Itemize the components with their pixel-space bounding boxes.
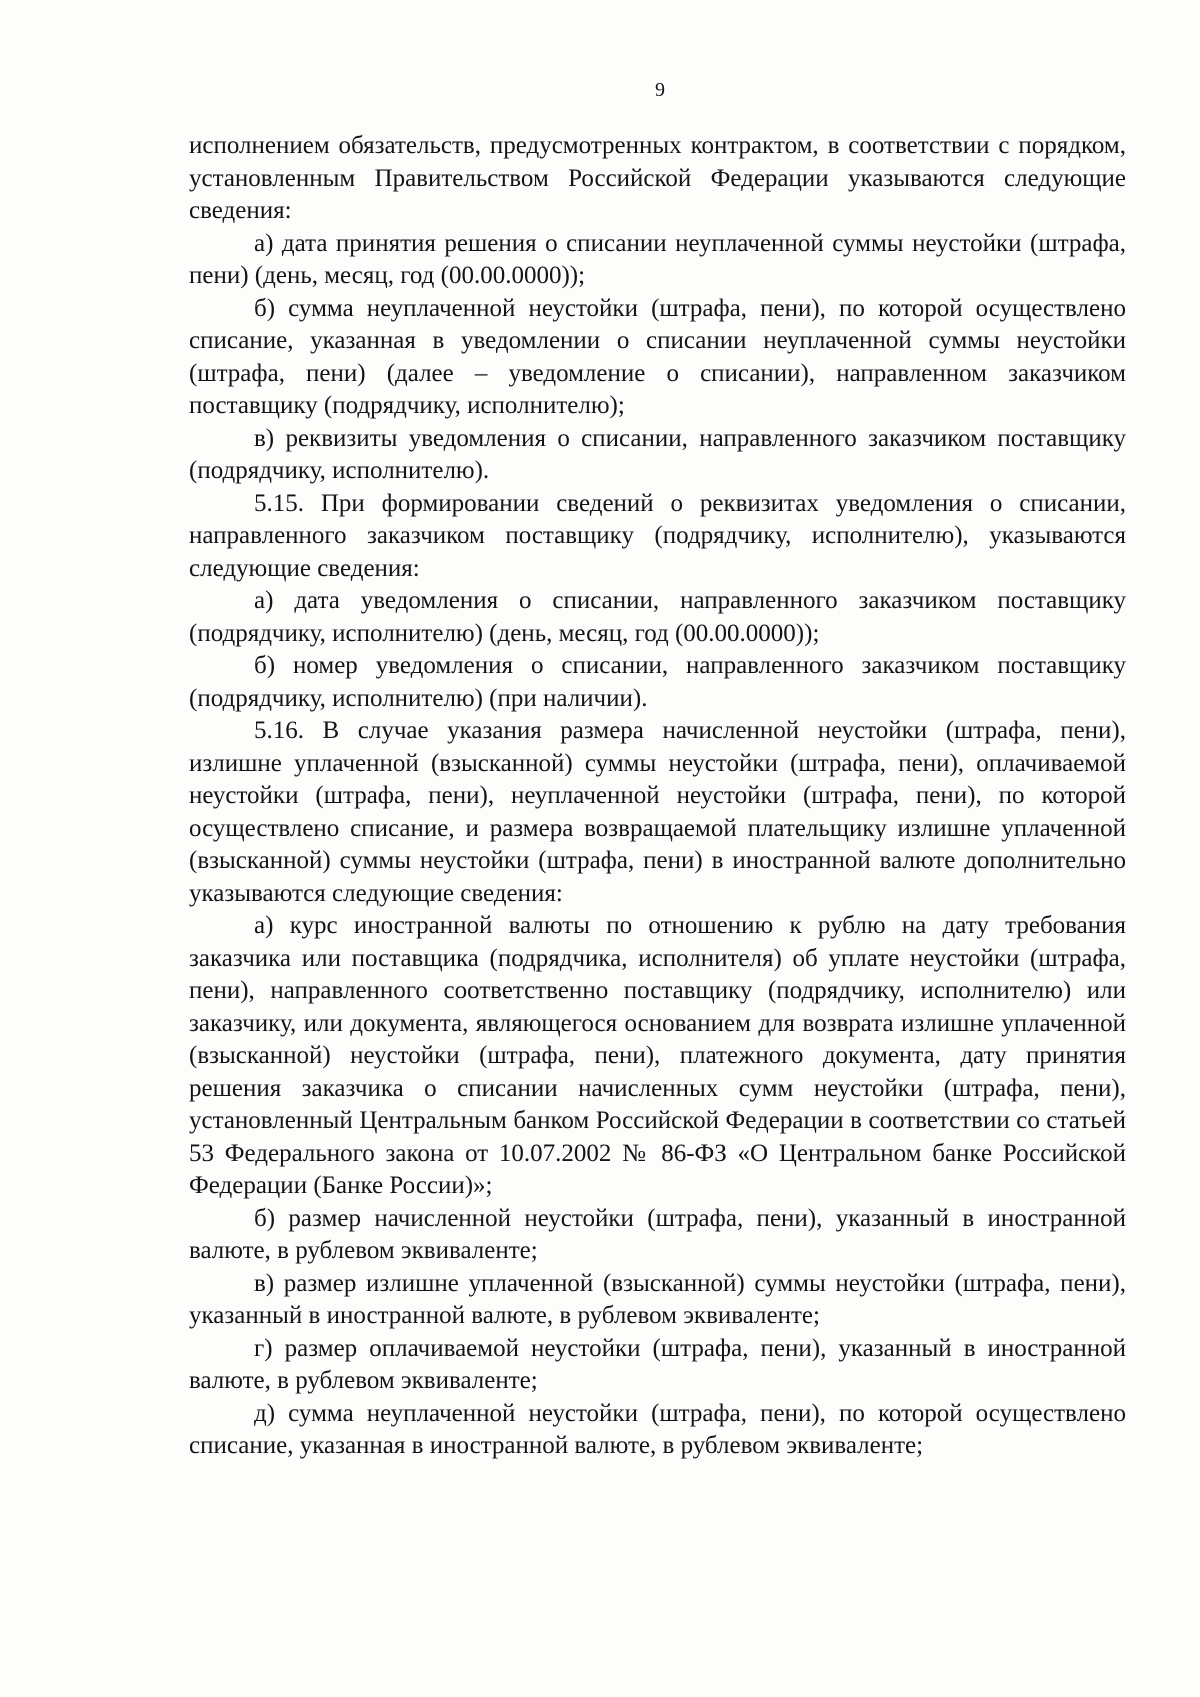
paragraph: исполнением обязательств, предусмотренных контрактом, в соответствии с порядком, установленным Правительством Российской Федерации указываются следующие сведения: — [189, 132, 1126, 224]
list-item-a: а) дата уведомления о списании, направленного заказчиком поставщику (подрядчику, исполнителю) (день, месяц, год (00.00.0000)); — [189, 587, 1126, 647]
clause-5-16: 5.16. В случае указания размера начисленной неустойки (штрафа, пени), излишне уплаченной (взысканной) суммы неустойки (штрафа, пени), оплачиваемой неустойки (штрафа, пени), неуплаченной неустойки (штрафа, пени), по которой осуществлено списание, и размера возвращаемой плательщику излишне уплаченной (взысканной) суммы неустойки (штрафа, пени) в иностранной валюте дополнительно указываются следующие сведения: — [189, 717, 1126, 907]
list-item-v: в) размер излишне уплаченной (взысканной) суммы неустойки (штрафа, пени), указанный в иностранной валюте, в рублевом эквиваленте; — [189, 1269, 1126, 1329]
clause-5-15: 5.15. При формировании сведений о реквизитах уведомления о списании, направленного заказчиком поставщику (подрядчику, исполнителю), указываются следующие сведения: — [189, 489, 1126, 582]
list-item-d: д) сумма неуплаченной неустойки (штрафа, пени), по которой осуществлено списание, указанная в иностранной валюте, в рублевом эквиваленте; — [189, 1399, 1126, 1459]
list-item-b: б) сумма неуплаченной неустойки (штрафа, пени), по которой осуществлено списание, указанная в уведомлении о списании неуплаченной суммы неустойки (штрафа, пени) (далее – уведомление о списании), направленном заказчиком поставщику (подрядчику, исполнителю); — [189, 294, 1126, 419]
list-item-v: в) реквизиты уведомления о списании, направленного заказчиком поставщику (подрядчику, исполнителю). — [189, 424, 1126, 484]
document-body — [189, 130, 1126, 1463]
page-number: 9 — [655, 79, 665, 101]
list-item-a: а) курс иностранной валюты по отношению к рублю на дату требования заказчика или поставщика (подрядчика, исполнителя) об уплате неустойки (штрафа, пени), направленного соответственно поставщику (подрядчику, исполнителю) или заказчику, или документа, являющегося основанием для возврата излишне уплаченной (взысканной) неустойки (штрафа, пени), платежного документа, дату принятия решения заказчика о списании начисленных сумм неустойки (штрафа, пени), установленный Центральным банком Российской Федерации в соответствии со статьей 53 Федерального закона от 10.07.2002 № 86-ФЗ «О Центральном банке Российской Федерации (Банке России)»; — [189, 912, 1126, 1199]
list-item-g: г) размер оплачиваемой неустойки (штрафа, пени), указанный в иностранной валюте, в рублевом эквиваленте; — [189, 1334, 1126, 1394]
list-item-a: а) дата принятия решения о списании неуплаченной суммы неустойки (штрафа, пени) (день, месяц, год (00.00.0000)); — [189, 229, 1126, 289]
list-item-b: б) размер начисленной неустойки (штрафа, пени), указанный в иностранной валюте, в рублевом эквиваленте; — [189, 1204, 1126, 1264]
list-item-b: б) номер уведомления о списании, направленного заказчиком поставщику (подрядчику, исполнителю) (при наличии). — [189, 652, 1126, 712]
